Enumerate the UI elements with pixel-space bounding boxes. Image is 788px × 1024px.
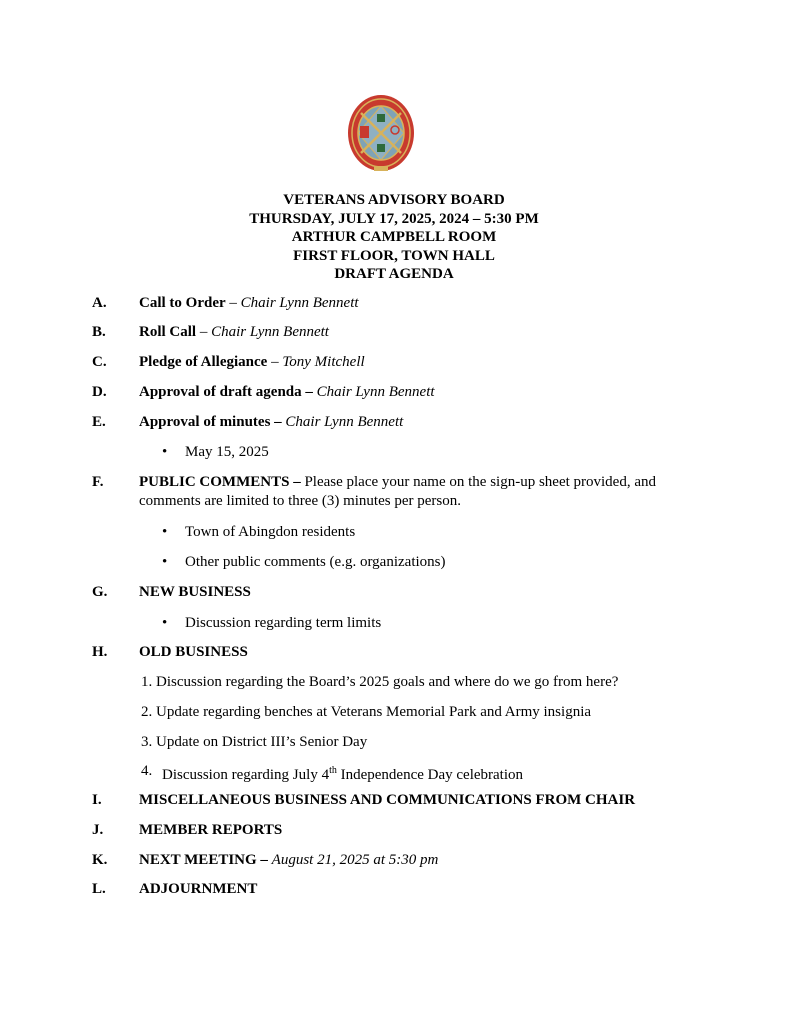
bullet-icon: •	[162, 554, 168, 570]
item-presenter: Tony Mitchell	[282, 354, 365, 370]
town-seal-icon	[347, 94, 415, 176]
item-letter: A.	[92, 295, 107, 311]
item-title: Approval of draft agenda	[139, 384, 302, 400]
item-letter: D.	[92, 384, 107, 400]
meeting-location: FIRST FLOOR, TOWN HALL	[293, 247, 495, 264]
item-title: Roll Call	[139, 324, 197, 340]
item-sep: –	[301, 384, 317, 400]
item-sep: –	[270, 414, 286, 430]
item-sep: –	[256, 852, 272, 868]
item-title: ADJOURNMENT	[139, 881, 258, 897]
item-letter: J.	[92, 822, 104, 838]
bullet-icon: •	[162, 615, 168, 631]
bullet-icon: •	[162, 524, 168, 540]
item-presenter: August 21, 2025 at 5:30 pm	[271, 852, 439, 868]
item-title: PUBLIC COMMENTS	[139, 474, 290, 490]
item-title: NEW BUSINESS	[139, 584, 251, 600]
item-title: MISCELLANEOUS BUSINESS AND COMMUNICATIONS FROM CHAIR	[139, 792, 636, 808]
item-title: Call to Order	[139, 295, 226, 311]
item-presenter: Chair Lynn Bennett	[316, 384, 435, 400]
item-presenter: Chair Lynn Bennett	[240, 295, 359, 311]
item-letter: H.	[92, 644, 108, 660]
item-letter: G.	[92, 584, 108, 600]
item-letter: E.	[92, 414, 106, 430]
agenda-header	[0, 191, 788, 284]
meeting-room: ARTHUR CAMPBELL ROOM	[291, 229, 497, 245]
item-text: comments are limited to three (3) minutes per person.	[139, 493, 461, 509]
item-title: Approval of minutes	[139, 414, 271, 430]
board-name: VETERANS ADVISORY BOARD	[283, 192, 505, 208]
item-presenter: Chair Lynn Bennett	[211, 324, 329, 340]
item-letter: F.	[92, 474, 104, 490]
item-letter: I.	[92, 792, 102, 808]
item-letter: B.	[92, 324, 106, 340]
document-title: DRAFT AGENDA	[334, 266, 454, 282]
item-text: Please place your name on the sign-up sheet provided, and	[304, 474, 656, 490]
item-letter: C.	[92, 354, 107, 370]
item-letter: K.	[92, 852, 108, 868]
item-sep: –	[267, 354, 283, 370]
meeting-date: THURSDAY, JULY 17, 2025, 2024 – 5:30 PM	[249, 210, 539, 227]
item-title: OLD BUSINESS	[139, 644, 248, 660]
item-title: MEMBER REPORTS	[139, 822, 283, 838]
item-sep: –	[225, 295, 241, 311]
item-letter: L.	[92, 881, 106, 897]
item-sep: –	[289, 474, 305, 490]
item-title: NEXT MEETING	[139, 852, 257, 868]
bullet-icon: •	[162, 444, 168, 460]
item-title: Pledge of Allegiance	[139, 354, 268, 370]
item-sep: –	[196, 324, 212, 340]
item-presenter: Chair Lynn Bennett	[285, 414, 404, 430]
